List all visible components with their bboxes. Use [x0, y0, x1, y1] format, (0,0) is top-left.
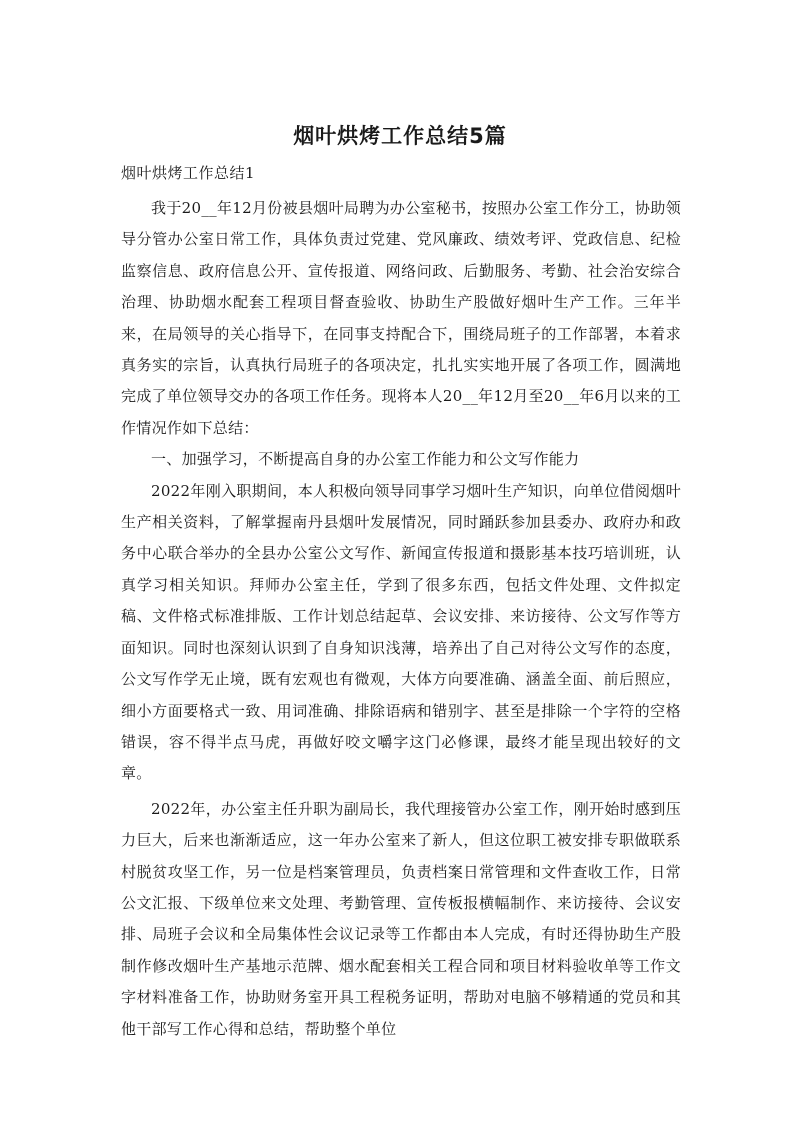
document-title: 烟叶烘烤工作总结5篇 [293, 124, 507, 148]
document-body [121, 193, 681, 1045]
section-heading: 一、加强学习，不断提高自身的办公室工作能力和公文写作能力 [151, 450, 580, 469]
paragraph-learning: 2022年刚入职期间，本人积极向领导同事学习烟叶生产知识，向单位借阅烟叶生产相关资料，了解掌握南丹县烟叶发展情况，同时踊跃参加县委办、政府办和政务中心联合举办的全县办公室公文写作、新闻宣传报道和摄影基本技巧培训班，认真学习相关知识。拜师办公室主任，学到了很多东西，包括文件处理、文件拟定稿、文件格式标准排版、工作计划总结起草、会议安排、来访接待、公文写作等方面知识。同时也深刻认识到了自身知识浅薄，培养出了自己对待公文写作的态度，公文写作学无止境，既有宏观也有微观，大体方向要准确、涵盖全面、前后照应，细小方面要格式一致、用词准确、排除语病和错别字、甚至是排除一个字符的空格错误，容不得半点马虎，再做好咬文嚼字这门必修课，最终才能呈现出较好的文章。 [121, 481, 681, 783]
document-subtitle: 烟叶烘烤工作总结1 [121, 164, 256, 182]
paragraph-office-work: 2022年，办公室主任升职为副局长，我代理接管办公室工作，刚开始时感到压力巨大，后来也渐渐适应，这一年办公室来了新人，但这位职工被安排专职做联系村脱贫攻坚工作，另一位是档案管理员，负责档案日常管理和文件查收工作，日常公文汇报、下级单位来文处理、考勤管理、宣传板报横幅制作、来访接待、会议安排、局班子会议和全局集体性会议记录等工作都由本人完成，有时还得协助生产股制作修改烟叶生产基地示范牌、烟水配套相关工程合同和项目材料验收单等工作文字材料准备工作，协助财务室开具工程税务证明，帮助对电脑不够精通的党员和其他干部写工作心得和总结，帮助整个单位 [121, 799, 681, 1038]
paragraph-intro: 我于20__年12月份被县烟叶局聘为办公室秘书，按照办公室工作分工，协助领导分管办公室日常工作，具体负责过党建、党风廉政、绩效考评、党政信息、纪检监察信息、政府信息公开、宣传报道、网络问政、后勤服务、考勤、社会治安综合治理、协助烟水配套工程项目督查验收、协助生产股做好烟叶生产工作。三年半来，在局领导的关心指导下，在同事支持配合下，围绕局班子的工作部署，本着求真务实的宗旨，认真执行局班子的各项决定，扎扎实实地开展了各项工作，圆满地完成了单位领导交办的各项工作任务。现将本人20__年12月至20__年6月以来的工作情况作如下总结： [121, 199, 681, 437]
